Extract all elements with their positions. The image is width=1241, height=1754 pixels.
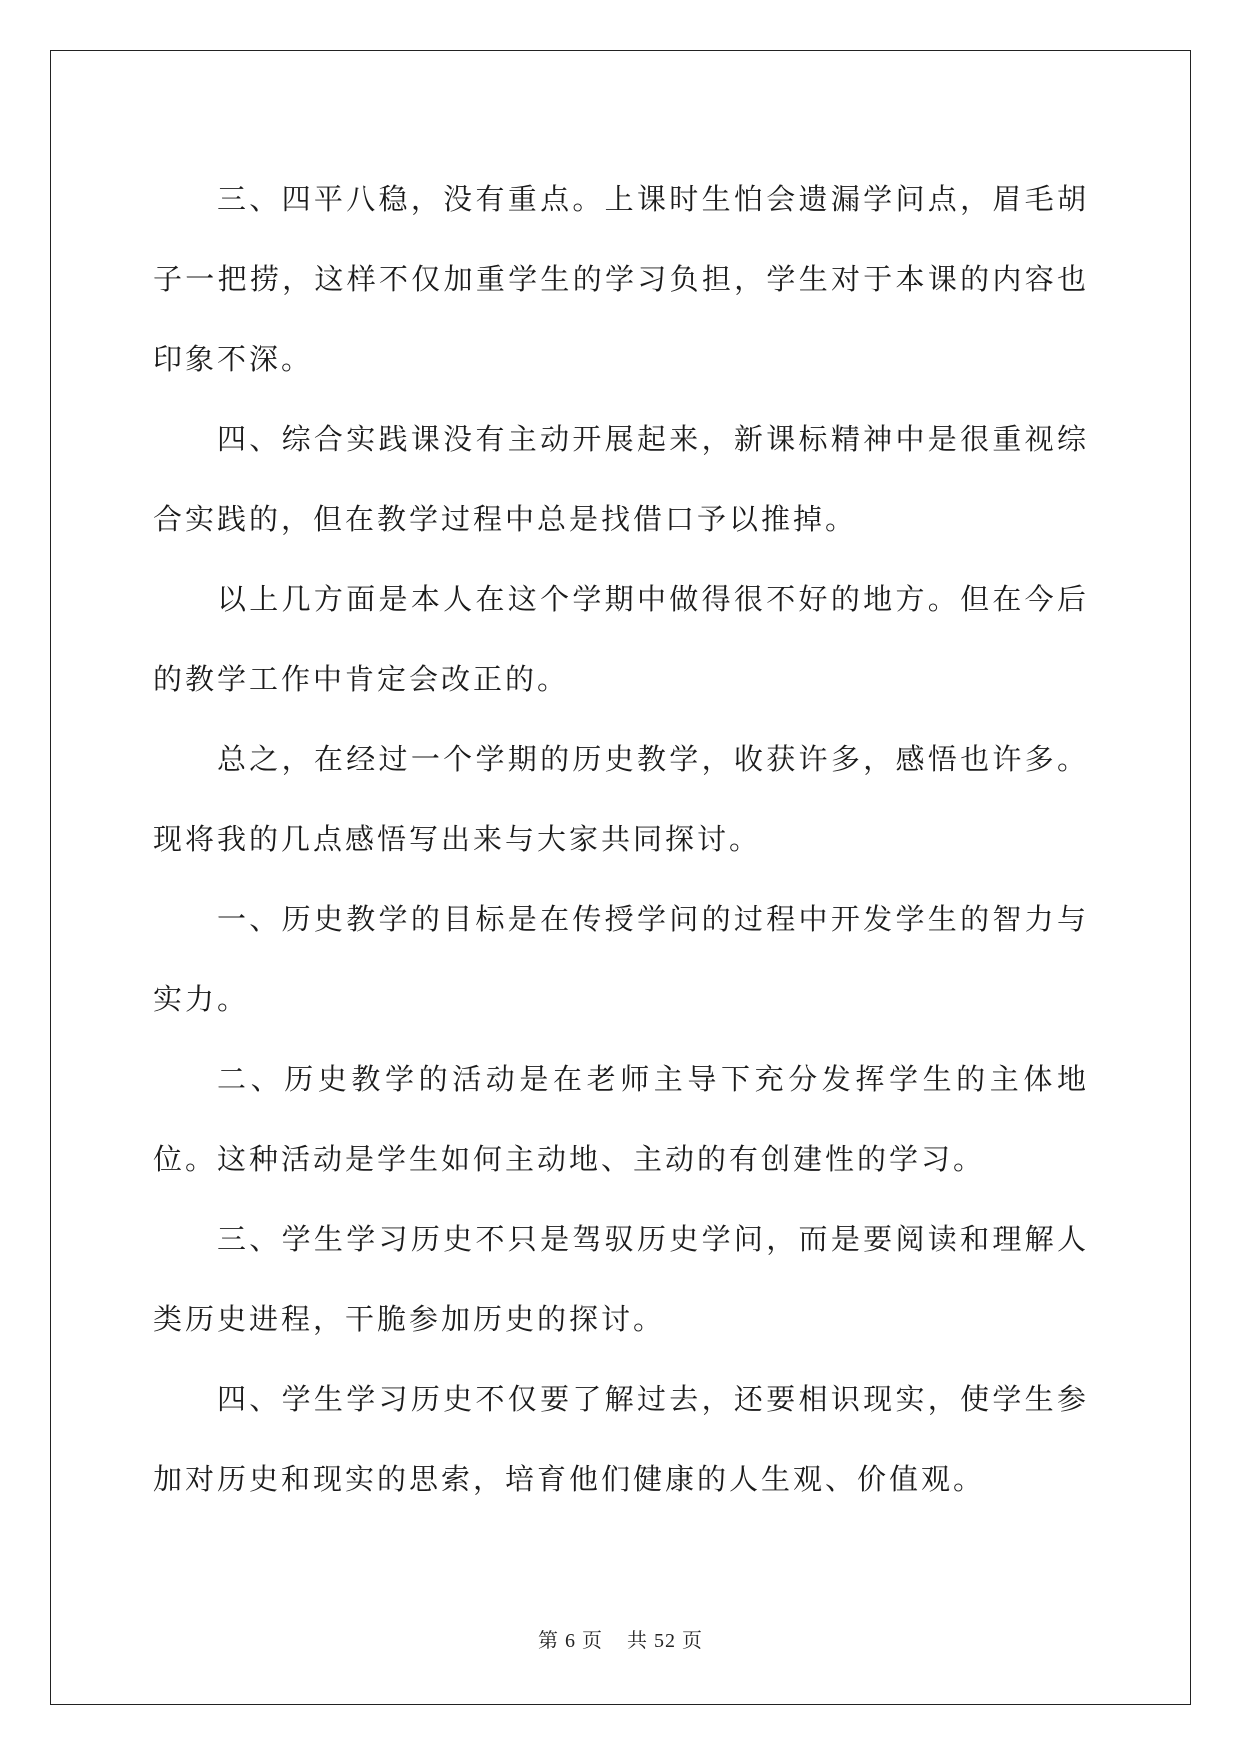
paragraph-goal: 一、历史教学的目标是在传授学问的过程中开发学生的智力与实力。: [153, 902, 1089, 1016]
page-number: 第 6 页 共 52 页: [538, 1630, 703, 1652]
paragraph-summary: 总之，在经过一个学期的历史教学，收获许多，感悟也许多。现将我的几点感悟写出来与大家共同探讨。: [153, 742, 1089, 856]
paragraph-shortcomings: 以上几方面是本人在这个学期中做得很不好的地方。但在今后的教学工作中肯定会改正的。: [153, 582, 1089, 696]
paragraph-reality: 四、学生学习历史不仅要了解过去，还要相识现实，使学生参加对历史和现实的思索，培育他们健康的人生观、价值观。: [153, 1382, 1089, 1496]
paragraph-list-item-heavy-burden: 三、四平八稳，没有重点。上课时生怕会遗漏学问点，眉毛胡子一把捞，这样不仅加重学生的学习负担，学生对于本课的内容也印象不深。: [153, 182, 1089, 376]
document-body: [153, 159, 1089, 1519]
paragraph-understanding: 三、学生学习历史不只是驾驭历史学问，而是要阅读和理解人类历史进程，干脆参加历史的探讨。: [153, 1222, 1089, 1336]
paragraph-activity: 二、历史教学的活动是在老师主导下充分发挥学生的主体地位。这种活动是学生如何主动地、主动的有创建性的学习。: [153, 1062, 1089, 1176]
paragraph-practice-course: 四、综合实践课没有主动开展起来，新课标精神中是很重视综合实践的，但在教学过程中总是找借口予以推掉。: [153, 422, 1089, 536]
